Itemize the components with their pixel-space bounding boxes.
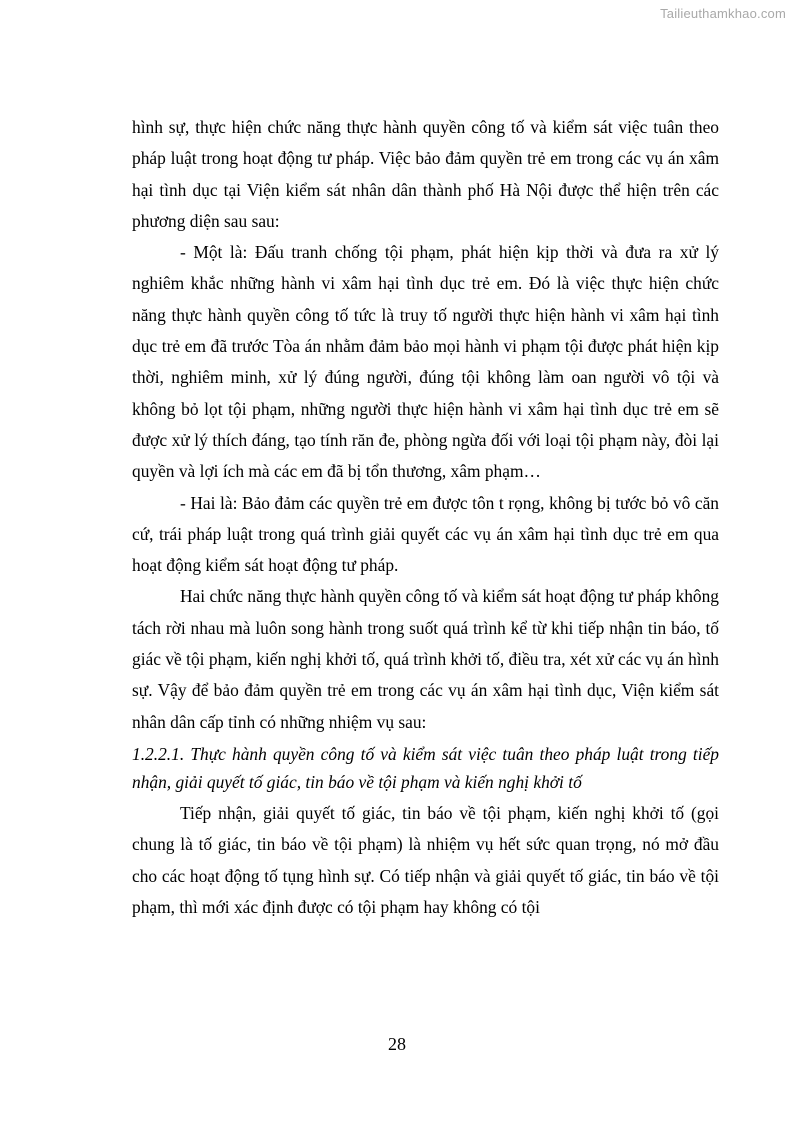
paragraph-point-two: - Hai là: Bảo đảm các quyền trẻ em được tôn t rọng, không bị tước bỏ vô căn cứ, trái pháp luật trong quá trình giải quyết các vụ án xâm hại tình dục trẻ em qua hoạt động kiểm sát hoạt động tư pháp.: [132, 492, 719, 576]
page-body: [132, 112, 719, 923]
section-heading: 1.2.2.1. Thực hành quyền công tố và kiểm sát việc tuân theo pháp luật trong tiếp nhận, giải quyết tố giác, tin báo về tội phạm và kiến nghị khởi tố: [132, 743, 719, 793]
paragraph-intro: hình sự, thực hiện chức năng thực hành quyền công tố và kiểm sát việc tuân theo pháp luật trong hoạt động tư pháp. Việc bảo đảm quyền trẻ em trong các vụ án xâm hại tình dục tại Viện kiểm sát nhân dân thành phố Hà Nội được thể hiện trên các phương diện sau sau:: [132, 117, 719, 231]
watermark-text: Tailieuthamkhao.com: [660, 6, 786, 21]
paragraph-functions: Hai chức năng thực hành quyền công tố và kiểm sát hoạt động tư pháp không tách rời nhau mà luôn song hành trong suốt quá trình kể từ khi tiếp nhận tin báo, tố giác về tội phạm, kiến nghị khởi tố, quá trình khởi tố, điều tra, xét xử các vụ án hình sự. Vậy để bảo đảm quyền trẻ em trong các vụ án xâm hại tình dục, Viện kiểm sát nhân dân cấp tỉnh có những nhiệm vụ sau:: [132, 586, 719, 732]
paragraph-reception: Tiếp nhận, giải quyết tố giác, tin báo về tội phạm, kiến nghị khởi tố (gọi chung là tố giác, tin báo về tội phạm) là nhiệm vụ hết sức quan trọng, nó mở đầu cho các hoạt động tố tụng hình sự. Có tiếp nhận và giải quyết tố giác, tin báo về tội phạm, thì mới xác định được có tội phạm hay không có tội: [132, 802, 719, 917]
page-number: 28: [388, 1034, 406, 1054]
paragraph-point-one: - Một là: Đấu tranh chống tội phạm, phát hiện kịp thời và đưa ra xử lý nghiêm khắc những hành vi xâm hại tình dục trẻ em. Đó là việc thực hiện chức năng thực hành quyền công tố tức là truy tố người thực hiện hành vi xâm hại tình dục trẻ em đã trước Tòa án nhằm đảm bảo mọi hành vi phạm tội được phát hiện kịp thời, nghiêm minh, xử lý đúng người, đúng tội không làm oan người vô tội và không bỏ lọt tội phạm, những người thực hiện hành vi xâm hại tình dục trẻ em sẽ được xử lý thích đáng, tạo tính răn đe, phòng ngừa đối với loại tội phạm này, đòi lại quyền và lợi ích mà các em đã bị tổn thương, xâm phạm…: [132, 242, 719, 482]
